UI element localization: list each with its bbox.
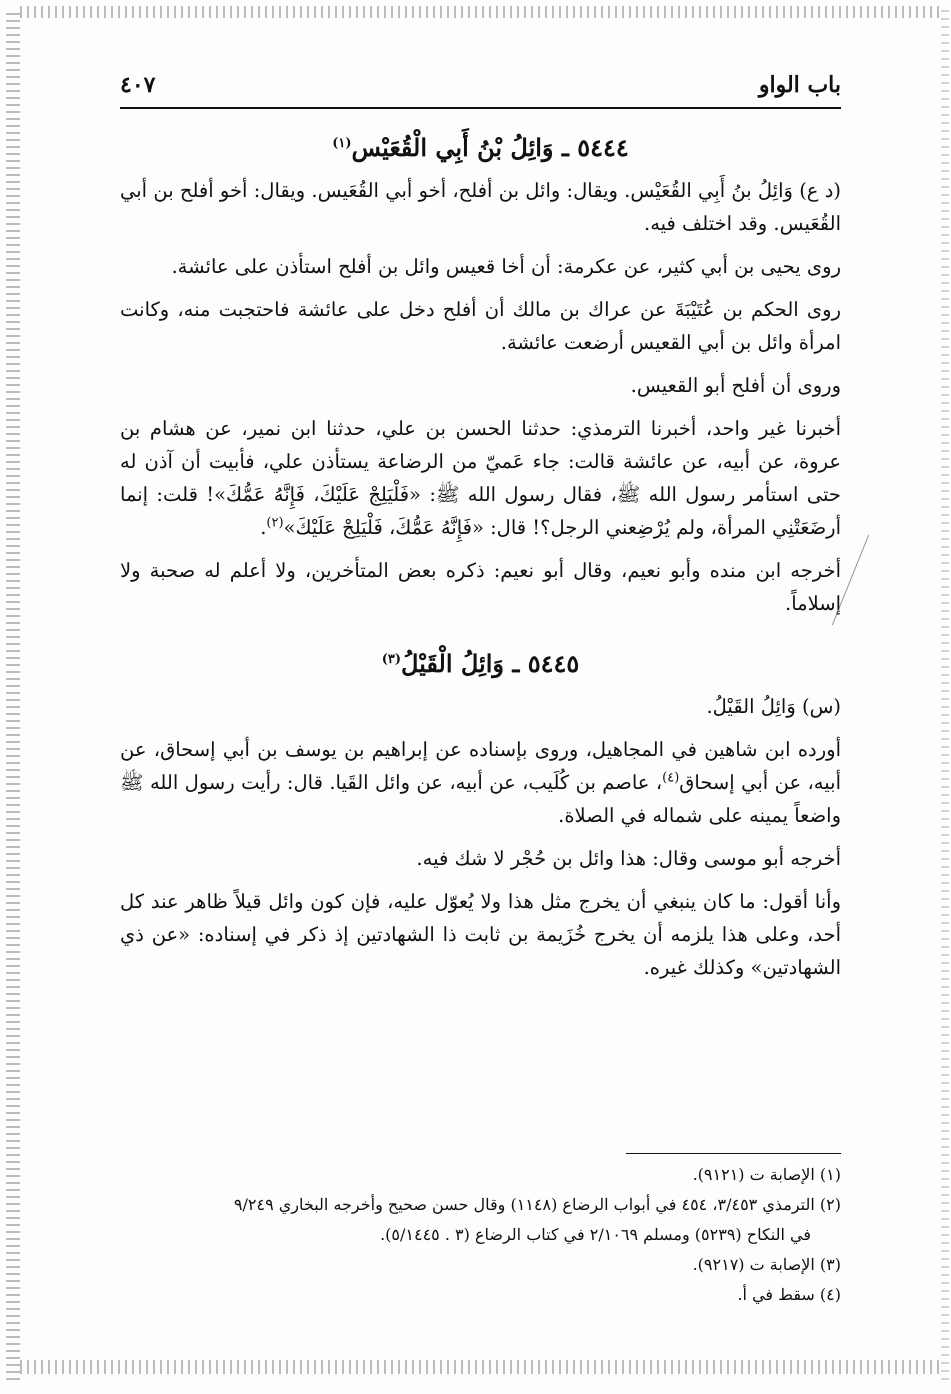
isnad-text: أورده ابن شاهين في المجاهيل، وروى بإسناده عن إبراهيم بن يوسف بن أبي إسحاق، عن أبيه، عن أبي إسحاق xyxy=(120,738,841,794)
decorative-border-left xyxy=(6,10,20,1380)
main-text xyxy=(120,128,841,994)
entry-title-5445 xyxy=(120,644,841,684)
decorative-border-bottom xyxy=(20,1360,941,1374)
footnote-ref: (١) xyxy=(332,136,352,151)
hadith-text: أخبرنا غير واحد، أخبرنا الترمذي: حدثنا الحسن بن علي، حدثنا ابن نمير، عن هشام بن عروة، عن أبيه، عن عائشة قالت: جاء عَميّ من الرضاعة يستأذن علي، فأبيت أن آذن له حتى استأمر رسول الله ﷺ، فقال رسول الله ﷺ: «فَلْيَلِجْ عَلَيْكَ، فَإِنَّهُ عَمُّكَ»! قلت: إنما أرضَعَتْنِي المرأة، ولم يُرْضِعني الرجل؟! قال: «فَإِنَّهُ عَمُّكَ، فَلْيَلِجْ عَلَيْكَ» xyxy=(120,417,841,539)
decorative-border-top xyxy=(20,6,941,18)
footnote-ref: (٣) xyxy=(381,652,401,667)
footnote-item-continuation xyxy=(120,1220,841,1250)
footnote-item: (١) الإصابة ت (٩١٢١). xyxy=(692,1165,841,1184)
page-header xyxy=(120,72,841,112)
decorative-border-right xyxy=(941,10,949,1380)
page-number: ٤٠٧ xyxy=(120,72,156,98)
paragraph-hadith: أخبرنا غير واحد، أخبرنا الترمذي: حدثنا الحسن بن علي، حدثنا ابن نمير، عن هشام بن عروة، عن أبيه، عن عائشة قالت: جاء عَميّ من الرضاعة يستأذن علي، فأبيت أن آذن له حتى استأمر رسول الله ﷺ، فقال رسول الله ﷺ: «فَلْيَلِجْ عَلَيْكَ، فَإِنَّهُ عَمُّكَ»! قلت: إنما أرضَعَتْنِي المرأة، ولم يُرْضِعني الرجل؟! قال: «فَإِنَّهُ عَمُّكَ، فَلْيَلِجْ عَلَيْكَ»$^{(٢)}$. xyxy=(120,417,841,539)
footnote-continuation: في النكاح (٥٢٣٩) ومسلم ٢/١٠٦٩ في كتاب الرضاع (٣ . ٥/١٤٤٥). xyxy=(380,1225,811,1244)
footnote-ref: (٤) xyxy=(662,770,680,786)
header-rule xyxy=(120,107,841,109)
entry-title-text: ٥٤٤٤ ـ وَائِلُ بْنُ أَبِي الْقُعَيْس xyxy=(351,133,629,162)
paragraph-isnad xyxy=(120,733,841,832)
paragraph: أخرجه أبو موسى وقال: هذا وائل بن حُجْر لا شك فيه. xyxy=(416,847,841,870)
entry-title-text: ٥٤٤٥ ـ وَائِلُ الْقَيْلُ xyxy=(400,649,580,678)
paragraph: روى يحيى بن أبي كثير، عن عكرمة: أن أخا قعيس وائل بن أفلح استأذن على عائشة. xyxy=(171,255,841,278)
footnote-item: (٤) سقط في أ. xyxy=(737,1285,841,1304)
entry-title-5444 xyxy=(120,128,841,168)
footnote-item: (٣) الإصابة ت (٩٢١٧). xyxy=(692,1255,841,1274)
paragraph: وروى أن أفلح أبو القعيس. xyxy=(630,374,841,397)
paragraph: وأنا أقول: ما كان ينبغي أن يخرج مثل هذا ولا يُعوّل عليه، فإن كون وائل قيلاً ظاهر عند كل أحد، وعلى هذا يلزمه أن يخرج خُزَيمة بن ثابت ذا الشهادتين إذ ذكر في إسناده: «عن ذي الشهادتين» وكذلك غيره. xyxy=(120,890,841,979)
chapter-title: باب الواو xyxy=(758,72,841,98)
isnad-text-cont: ، عاصم بن كُلَيب، عن أبيه، عن وائل القَيا. قال: رأيت رسول الله ﷺ واضعاً يمينه على شماله في الصلاة. xyxy=(120,771,841,827)
paragraph: أخرجه ابن منده وأبو نعيم، وقال أبو نعيم: ذكره بعض المتأخرين، ولا أعلم له صحبة ولا إسلاماً. xyxy=(120,559,841,615)
paragraph: (د ع) وَائِلُ بنُ أَبِي القُعَيْس. ويقال: وائل بن أفلح، أخو أبي القُعَيس. ويقال: أخو أفلح بن أبي القُعَيس. وقد اختلف فيه. xyxy=(120,179,841,235)
footnote-item: (٢) الترمذي ٣/٤٥٣، ٤٥٤ في أبواب الرضاع (١١٤٨) وقال حسن صحيح وأخرجه البخاري ٩/٢٤٩ xyxy=(233,1195,841,1214)
paragraph: روى الحكم بن عُتَيْبَةَ عن عراك بن مالك أن أفلح دخل على عائشة فاحتجبت منه، وكانت امرأة وائل بن أبي القعيس أرضعت عائشة. xyxy=(120,298,841,354)
footnote-ref: (٢) xyxy=(266,515,284,531)
footnotes xyxy=(120,1160,841,1310)
footnote-rule xyxy=(626,1153,841,1154)
margin-pencil-mark xyxy=(832,535,909,625)
paragraph: (س) وَائِلُ القَيْلُ. xyxy=(706,695,841,718)
